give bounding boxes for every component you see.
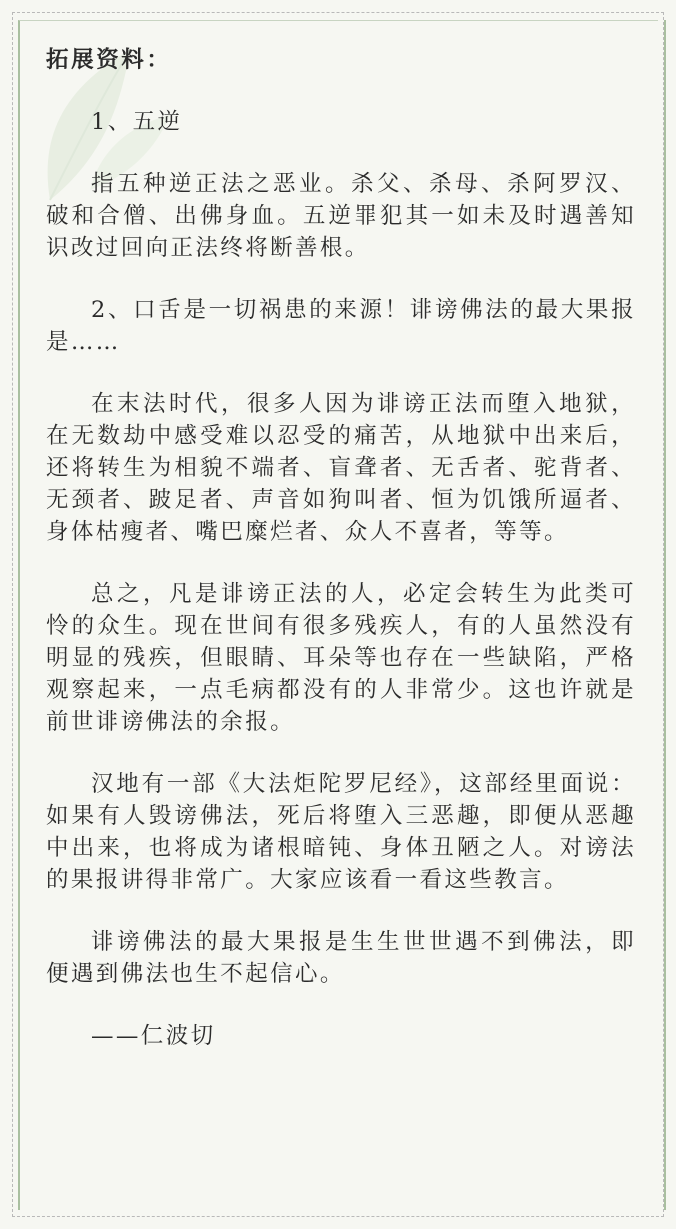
paragraph-4: 在末法时代，很多人因为诽谤正法而堕入地狱，在无数劫中感受难以忍受的痛苦，从地狱中出来后，还将转生为相貌不端者、盲聋者、无舌者、驼背者、无颈者、跛足者、声音如狗叫者、恒为饥饿所逼者、身体枯瘦者、嘴巴糜烂者、众人不喜者，等等。 [46,391,636,545]
paragraph-7: 诽谤佛法的最大果报是生生世世遇不到佛法，即便遇到佛法也生不起信心。 [46,929,636,987]
paragraph-6: 汉地有一部《大法炬陀罗尼经》，这部经里面说：如果有人毁谤佛法，死后将堕入三恶趣，即便从恶趣中出来，也将成为诸根暗钝、身体丑陋之人。对谤法的果报讲得非常广。大家应该看一看这些教言。 [46,771,636,893]
article-body [46,40,636,1052]
signature: ——仁波切 [91,1023,216,1049]
inner-border-right [664,20,666,1210]
paragraph-5: 总之，凡是诽谤正法的人，必定会转生为此类可怜的众生。现在世间有很多残疾人，有的人虽然没有明显的残疾，但眼睛、耳朵等也存在一些缺陷，严格观察起来，一点毛病都没有的人非常少。这也许就是前世诽谤佛法的余报。 [46,581,636,735]
paragraph-2: 指五种逆正法之恶业。杀父、杀母、杀阿罗汉、破和合僧、出佛身血。五逆罪犯其一如未及时遇善知识改过回向正法终将断善根。 [46,171,636,261]
paragraph-3: 2、口舌是一切祸患的来源！诽谤佛法的最大果报是…… [46,297,636,355]
paragraph-1: 1、五逆 [91,109,183,135]
section-heading: 拓展资料： [46,47,172,73]
